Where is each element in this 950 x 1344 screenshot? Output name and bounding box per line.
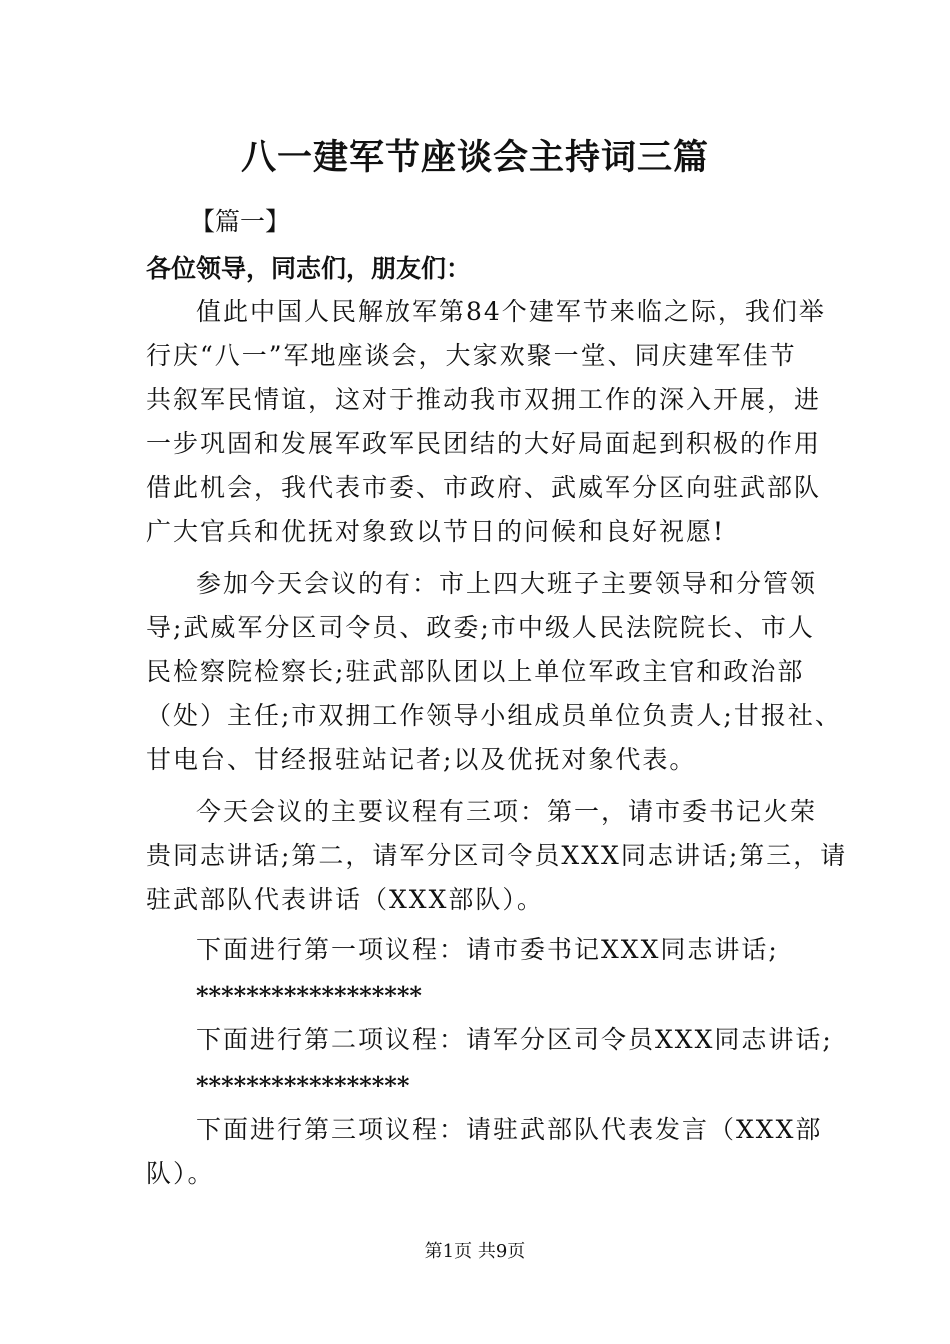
paragraph-line: 贵同志讲话;第二，请军分区司令员XXX同志讲话;第三，请 <box>146 841 848 870</box>
page-footer: 第1页 共9页 <box>424 1241 526 1262</box>
paragraph-line: 驻武部队代表讲话（XXX部队）。 <box>146 885 544 914</box>
separator-stars-2: ***************** <box>196 1071 410 1100</box>
section-label: 【篇一】 <box>190 207 291 236</box>
paragraph-line: 共叙军民情谊，这对于推动我市双拥工作的深入开展，进 <box>146 385 822 414</box>
paragraph-line: 甘电台、甘经报驻站记者;以及优抚对象代表。 <box>146 745 697 774</box>
paragraph-line: 值此中国人民解放军第84个建军节来临之际，我们举 <box>196 297 826 326</box>
separator-stars-1: ****************** <box>196 981 422 1010</box>
paragraph-line: 一步巩固和发展军政军民团结的大好局面起到积极的作用 <box>146 429 822 458</box>
salutation: 各位领导，同志们，朋友们： <box>146 254 472 283</box>
agenda-item-2: 下面进行第二项议程：请军分区司令员XXX同志讲话; <box>196 1025 833 1054</box>
document-title: 八一建军节座谈会主持词三篇 <box>240 137 709 178</box>
paragraph-line: 参加今天会议的有：市上四大班子主要领导和分管领 <box>196 569 818 598</box>
paragraph-line: 导;武威军分区司令员、政委;市中级人民法院院长、市人 <box>146 613 815 642</box>
paragraph-line: 广大官兵和优抚对象致以节日的问候和良好祝愿! <box>146 517 726 546</box>
paragraph-line: 下面进行第三项议程：请驻武部队代表发言（XXX部 <box>196 1115 823 1144</box>
paragraph-line: 队）。 <box>146 1159 215 1188</box>
paragraph-line: 借此机会，我代表市委、市政府、武威军分区向驻武部队 <box>146 473 822 502</box>
paragraph-line: 行庆“八一”军地座谈会，大家欢聚一堂、同庆建军佳节 <box>146 341 797 370</box>
paragraph-line: （处）主任;市双拥工作领导小组成员单位负责人;甘报社、 <box>146 701 842 730</box>
agenda-item-1: 下面进行第一项议程：请市委书记XXX同志讲话; <box>196 935 779 964</box>
paragraph-line: 民检察院检察长;驻武部队团以上单位军政主官和政治部 <box>146 657 805 686</box>
paragraph-line: 今天会议的主要议程有三项：第一，请市委书记火荣 <box>196 797 818 826</box>
